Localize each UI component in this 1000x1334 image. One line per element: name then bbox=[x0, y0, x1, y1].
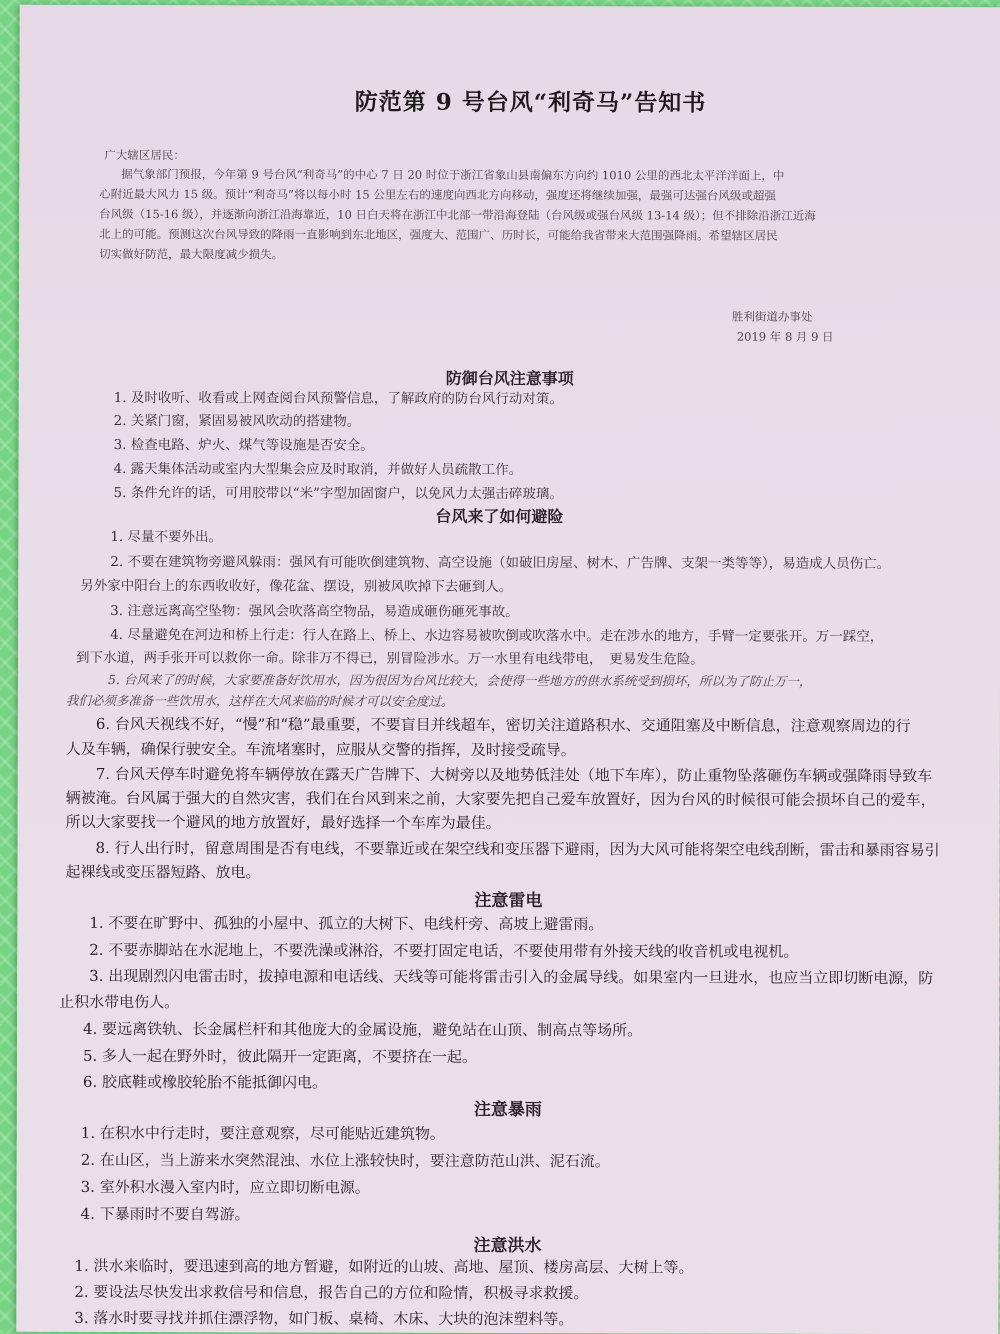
document-title: 防范第 9 号台风“利奇马”告知书 bbox=[354, 88, 707, 117]
list-item: 另外家中阳台上的东西收收好，像花盆、摆设，别被风吹掉下去砸到人。 bbox=[80, 577, 513, 596]
list-item: 6. 胶底鞋或橡胶轮胎不能抵御闪电。 bbox=[82, 1072, 328, 1092]
intro-line: 心附近最大风力 15 级。预计“利奇马”将以每小时 15 公里左右的速度向西北方向移动，强度还将继续加强，最强可达强台风级或超强 bbox=[99, 186, 776, 203]
list-item: 3. 落水时要寻找并抓住漂浮物，如门板、桌椅、木床、大块的泡沫塑料等。 bbox=[74, 1308, 574, 1329]
intro-line: 台风级（15-16 级），并逐渐向浙江沿海靠近，10 日白天将在浙江中北部一带沿海登陆（台风级或强台风级 13-14 级）；但不排除沿浙江近海 bbox=[99, 206, 816, 223]
issuer-name: 胜利街道办事处 bbox=[731, 309, 813, 324]
intro-line: 切实做好防范，最大限度减少损失。 bbox=[99, 246, 284, 262]
list-item: 4. 要远离铁轨、长金属栏杆和其他庞大的金属设施，避免站在山顶、制高点等场所。 bbox=[83, 1019, 643, 1040]
list-item: 辆被淹。台风属于强大的自然灾害，我们在台风到来之前，大家要先把自己爱车放置好，因为台风的时候很可能会损坏自己的爱车， bbox=[65, 788, 936, 810]
section-heading-lightning: 注意雷电 bbox=[474, 890, 543, 912]
notice-paper bbox=[16, 5, 1000, 1334]
list-item: 1. 尽量不要外出。 bbox=[110, 528, 223, 546]
list-item: 2. 关紧门窗，紧固易被风吹动的搭建物。 bbox=[113, 412, 361, 430]
list-item: 4. 尽量避免在河边和桥上行走：行人在路上、桥上、水边容易被吹倒或吹落水中。走在涉水的地方，手臂一定要张开。万一踩空， bbox=[110, 626, 884, 645]
list-item: 2. 在山区，当上游来水突然混浊、水位上涨较快时，要注意防范山洪、泥石流。 bbox=[80, 1150, 610, 1171]
list-item: 1. 不要在旷野中、孤独的小屋中、孤立的大树下、电线杆旁、高坡上避雷雨。 bbox=[89, 913, 604, 934]
intro-paragraph bbox=[99, 164, 959, 266]
section-heading-typhoon-safety: 台风来了如何避险 bbox=[435, 506, 564, 527]
issue-date: 2019 年 8 月 9 日 bbox=[736, 329, 834, 344]
list-item: 到下水道，两手张开可以救你一命。除非万不得已，别冒险涉水。万一水里有电线带电， 更易发生危险。 bbox=[76, 649, 704, 668]
list-item: 2. 不要在建筑物旁避风躲雨：强风有可能吹倒建筑物、高空设施（如破旧房屋、树木、广告牌、支架一类等等），易造成人员伤亡。 bbox=[110, 553, 891, 572]
list-item: 我们必须多准备一些饮用水，这样在大风来临的时候才可以安全度过。 bbox=[65, 692, 454, 709]
list-item: 4. 露天集体活动或室内大型集会应及时取消，并做好人员疏散工作。 bbox=[113, 460, 523, 479]
list-item: 1. 及时收听、收看或上网查阅台风预警信息，了解政府的防台风行动对策。 bbox=[113, 389, 563, 408]
list-item: 4. 下暴雨时不要自驾游。 bbox=[80, 1204, 250, 1224]
list-item: 5. 条件允许的话，可用胶带以“米”字型加固窗户，以免风力太强击碎玻璃。 bbox=[113, 484, 563, 503]
list-item: 7. 台风天停车时避免将车辆停放在露天广告牌下、大树旁以及地势低洼处（地下车库），防止重物坠落砸伤车辆或强降雨导致车 bbox=[95, 764, 933, 786]
section-heading-flood: 注意洪水 bbox=[473, 1235, 542, 1257]
intro-line: 北上的可能。预测这次台风导致的降雨一直影响到东北地区，强度大、范围广、历时长，可能给我省带来大范围强降雨。希望辖区居民 bbox=[99, 226, 778, 243]
section-heading-rainstorm: 注意暴雨 bbox=[473, 1099, 542, 1121]
list-item: 人及车辆，确保行驶安全。车流堵塞时，应服从交警的指挥，及时接受疏导。 bbox=[65, 739, 576, 760]
intro-line: 据气象部门预报，今年第 9 号台风“利奇马”的中心 7 日 20 时位于浙江省象山县南偏东方向约 1010 公里的西北太平洋洋面上，中 bbox=[121, 166, 785, 183]
section-heading-typhoon-defense: 防御台风注意事项 bbox=[445, 368, 574, 389]
list-item: 3. 室外积水漫入室内时，应立即切断电源。 bbox=[80, 1177, 370, 1197]
list-item: 3. 注意远离高空坠物：强风会吹落高空物品，易造成砸伤砸死事故。 bbox=[110, 602, 519, 621]
list-item: 3. 出现剧烈闪电雷击时，拔掉电源和电话线、天线等可能将雷击引入的金属导线。如果室内一旦进水，也应当立即切断电源，防 bbox=[89, 966, 934, 988]
list-item: 2. 不要赤脚站在水泥地上，不要洗澡或淋浴，不要打固定电话，不要使用带有外接天线的收音机或电视机。 bbox=[89, 940, 799, 961]
list-item: 1. 在积水中行走时，要注意观察，尽可能贴近建筑物。 bbox=[80, 1123, 445, 1143]
greeting: 广大辖区居民： bbox=[104, 147, 185, 163]
list-item: 6. 台风天视线不好，“慢”和“稳”最重要，不要盲目并线超车，密切关注道路积水、交通阻塞及中断信息，注意观察周边的行 bbox=[95, 714, 911, 736]
list-item: 8. 行人出行时，留意周围是否有电线，不要靠近或在架空线和变压器下避雨，因为大风可能将架空电线刮断，雷击和暴雨容易引 bbox=[95, 838, 940, 860]
list-item: 5. 多人一起在野外时，彼此隔开一定距离，不要挤在一起。 bbox=[82, 1046, 478, 1066]
list-item: 2. 要设法尽快发出求救信号和信息，报告自己的方位和险情，积极寻求救援。 bbox=[74, 1282, 589, 1303]
list-item: 起裸线或变压器短路、放电。 bbox=[65, 862, 261, 882]
list-item: 5. 台风来了的时候，大家要准备好饮用水，因为很因为台风比较大，会使得一些地方的供水系统受到损坏，所以为了防止万一， bbox=[107, 671, 812, 689]
list-item: 3. 检查电路、炉火、煤气等设施是否安全。 bbox=[113, 436, 374, 454]
list-item: 1. 洪水来临时，要迅速到高的地方暂避，如附近的山坡、高地、屋顶、楼房高层、大树上等。 bbox=[74, 1256, 694, 1277]
list-item: 所以大家要找一个避风的地方放置好，最好选择一个车库为最佳。 bbox=[65, 812, 501, 832]
list-item: 止积水带电伤人。 bbox=[59, 992, 180, 1012]
